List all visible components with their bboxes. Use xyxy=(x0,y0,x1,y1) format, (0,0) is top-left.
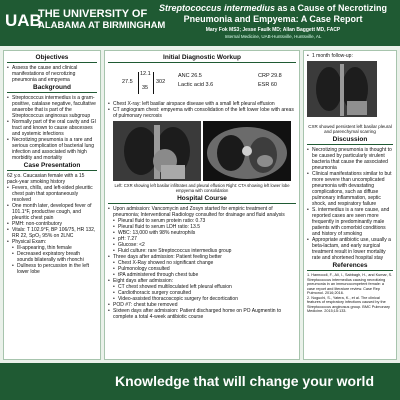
left-column xyxy=(3,50,101,360)
followup-list xyxy=(307,53,393,59)
list-item: • One month later, developed fever of 101.1°F, productive cough, and pleuritic chest pain xyxy=(7,203,97,221)
list-item: • Upon admission: Vancomycin and Zosyn started for empiric treatment of pneumonia; Interventional Radiology consulted for drainage and fluid analysis xyxy=(108,206,296,218)
affiliation: Internal Medicine, UAB-Huntsville, Huntsville, AL xyxy=(224,34,322,39)
list-item: • Appropriate antibiotic use, usually a beta-lactam, and early surgical treatment result in lower mortality rate and shortened hospital stay xyxy=(307,237,393,261)
list-item: • Necrotizing pneumonia is thought to be caused by particularly virulent bacteria that cause the associated pneumonia xyxy=(307,147,393,171)
list-item: • Three days after admission: Patient feeling better xyxy=(108,254,296,260)
list-item: • S. intermedius is a rare cause, and reported cases are seen more frequently in predominantly male patients with comorbid conditions and history of smoking xyxy=(307,207,393,237)
lab-wbc: 27.5 xyxy=(122,79,133,85)
lab-hgb: 12.1 xyxy=(140,71,151,77)
list-item: • Vitals: T 102.9°F, BP 106/75, HR 132, RR 22, SpO₂ 95% on 2LNC xyxy=(7,227,97,239)
case-presentation-heading: Case Presentation xyxy=(7,162,97,171)
list-subitem: • CT chest showed multiloculated left pleural effusion xyxy=(108,284,296,290)
lab-hct: 35 xyxy=(142,85,149,91)
list-item: • Clinical manifestations similar to but more severe than uncomplicated pneumonia with devastating complications, such as diffuse pulmonary inflammation, septic shock, and respiratory failure xyxy=(307,171,393,207)
imaging-row xyxy=(108,121,296,181)
references-heading: References xyxy=(307,262,393,271)
list-subitem: • Pleural fluid to serum LDH ratio: 13.5 xyxy=(108,224,296,230)
hospital-course-list xyxy=(108,206,296,320)
tagline: Knowledge that will change your world xyxy=(114,373,374,389)
ct-angiogram-image xyxy=(203,121,291,181)
list-item: • Fevers, chills, and left-sided pleuritic chest pain that spontaneously resolved xyxy=(7,185,97,203)
poster-title xyxy=(148,3,398,25)
list-item: • 1 month follow-up: xyxy=(307,53,393,59)
list-item: • POD #7: chest tube removed xyxy=(108,302,296,308)
workup-list xyxy=(108,101,296,119)
list-subitem: • Dullness to percussion in the left lower lobe xyxy=(7,263,97,275)
list-item: • Sixteen days after admission: Patient discharged home on PO Augmentin to complete a total 4-week antibiotic course xyxy=(108,308,296,320)
background-heading: Background xyxy=(7,84,97,93)
list-item: • Assess the cause and clinical manifestations of necrotizing pneumonia and empyema xyxy=(7,65,97,83)
list-subitem: • Video-assisted thoracoscopic surgery for decortication xyxy=(108,296,296,302)
hospital-course-heading: Hospital Course xyxy=(108,195,296,204)
imaging-caption: Left: CXR showing left basilar infiltrates and pleural effusion Right: CTA showing left lower lobe empyema with consolidation xyxy=(114,183,290,193)
list-subitem: • Pulmonology consulted xyxy=(108,266,296,272)
objectives-heading: Objectives xyxy=(7,54,97,63)
followup-xray-image xyxy=(307,61,377,117)
right-column xyxy=(303,50,397,360)
list-subitem: • pH: 7.27 xyxy=(108,236,296,242)
list-subitem: • tPA administered through chest tube xyxy=(108,272,296,278)
list-item: • PMH: non-contributory xyxy=(7,221,97,227)
lab-crp: CRP 29.8 xyxy=(258,73,282,79)
poster-footer xyxy=(0,363,400,400)
lab-plt: 302 xyxy=(156,79,166,85)
lab-values xyxy=(108,65,296,99)
reference-item: 1. Hannoodi, F., Ali, I., Sabbagh, H., and Kumar, S. Streptococcus intermedius causing necrotizing pneumonia in an immunocompetent female: a case report and literature review. Case Rep Pulmonol. 2016;2016. xyxy=(307,273,393,295)
lab-esr: ESR 60 xyxy=(258,82,277,88)
fishbone-line xyxy=(138,72,139,94)
list-subitem: • WBC: 13,000 with 98% neutrophils xyxy=(108,230,296,236)
followup-caption: CXR showed persistent left basilar pleural and parenchymal scarring xyxy=(308,124,392,134)
list-item: • Physical Exam: xyxy=(7,239,97,245)
poster-header xyxy=(0,0,400,46)
case-intro: 62 y.o. Caucasian female with a 15 pack-year smoking history xyxy=(7,173,85,185)
middle-column xyxy=(104,50,300,360)
list-subitem: • Pleural fluid to serum protein ratio: 0.73 xyxy=(108,218,296,224)
case-list xyxy=(7,185,97,275)
workup-heading: Initial Diagnostic Workup xyxy=(108,54,296,63)
discussion-heading: Discussion xyxy=(307,136,393,145)
lab-lactic: Lactic acid 3.6 xyxy=(178,82,214,88)
chest-xray-image xyxy=(113,121,201,181)
university-name-line1: THE UNIVERSITY OF xyxy=(38,8,148,20)
lab-anc: ANC 26.5 xyxy=(178,73,202,79)
title-rest: as a Cause of Necrotizing Pneumonia and Empyema: A Case Report xyxy=(183,3,388,24)
list-item: • Chest X-ray: left basilar airspace disease with a small left pleural effusion xyxy=(108,101,296,107)
title-organism: Streptococcus intermedius xyxy=(158,3,275,13)
objectives-list xyxy=(7,65,97,83)
list-item: • Streptococcus intermedius is a gram-positive, catalase negative, facultative anaerobe that is part of the Streptococcus anginosus subgroup xyxy=(7,95,97,119)
reference-item: 2. Noguchi, S., Yatera, K., et al. The clinical features of respiratory infections caused by the Streptococcus anginosus group. BMC Pulmonary Medicine. 2015;15:133. xyxy=(307,295,390,313)
list-item: • Eight days after admission: xyxy=(108,278,296,284)
list-item: • CT angiogram chest: empyema with consolidation of the left lower lobe with areas of pulmonary necrosis xyxy=(108,107,296,119)
fishbone-line xyxy=(153,72,154,94)
list-subitem: • Ill-appearing, thin female xyxy=(7,245,97,251)
list-subitem: • Decreased expiratory breath sounds bilaterally with rhonchi xyxy=(7,251,97,263)
discussion-list xyxy=(307,147,393,261)
authors: Mary Fok MS3; Jesse Faulk MD; Allan Baggett MD, FACP xyxy=(205,27,341,33)
background-list xyxy=(7,95,97,161)
list-item: • Necrotizing pneumonia is a rare and serious complication of bacterial lung infection and associated with high morbidity and mortality xyxy=(7,137,97,161)
list-subitem: • Glucose: <2 xyxy=(108,242,296,248)
uab-logo xyxy=(5,8,42,30)
svg-text:UAB: UAB xyxy=(5,11,42,30)
list-subitem: • Cardiothoracic surgery consulted xyxy=(108,290,296,296)
list-subitem: • Chest X-Ray showed no significant change xyxy=(108,260,296,266)
list-item: • Normally part of the oral cavity and GI tract and known to cause abscesses and systemic infections xyxy=(7,119,97,137)
list-subitem: • Fluid culture: rare Streptococcus intermedius group xyxy=(108,248,296,254)
university-name-line2: ALABAMA AT BIRMINGHAM xyxy=(38,20,166,31)
